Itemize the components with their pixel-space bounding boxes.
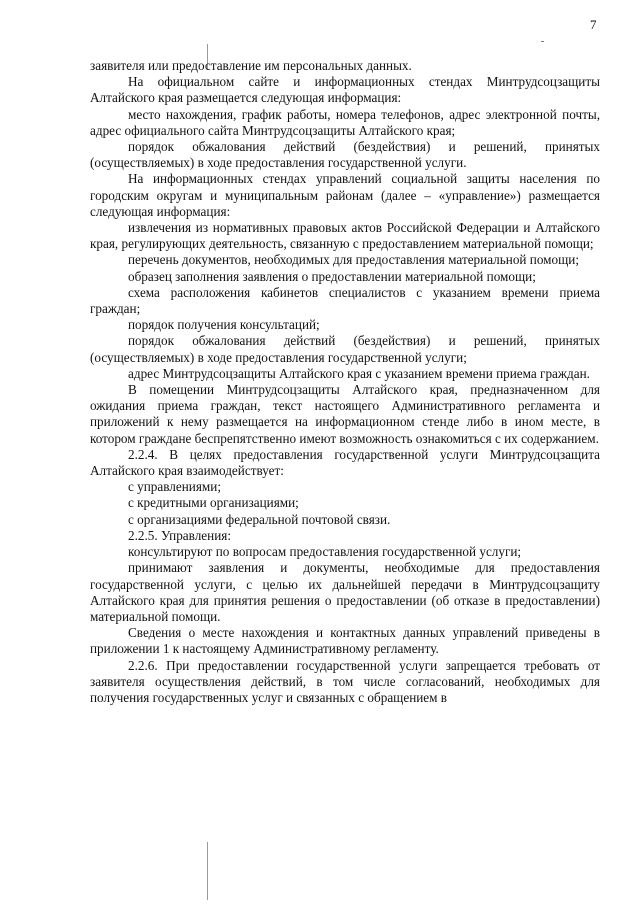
paragraph: 2.2.6. При предоставлении государственной услуги запрещается требовать от заявителя осуществления действий, в том числе согласований, необходимых для получения государственных услуг и связанных с обращением в [90,657,600,705]
fold-line-bottom [207,842,208,900]
paragraph: порядок обжалования действий (бездействия) и решений, принятых (осуществляемых) в ходе предоставления государственной услуги. [90,139,600,171]
paragraph: образец заполнения заявления о предоставлении материальной помощи; [128,268,536,284]
scan-artifact-mark [541,41,544,42]
paragraph: с кредитными организациями; [128,495,299,511]
paragraph: адрес Минтрудсоцзащиты Алтайского края с указанием времени приема граждан. [128,365,590,381]
paragraph: с управлениями; [128,479,221,495]
paragraph: 2.2.4. В целях предоставления государственной услуги Минтрудсоцзащита Алтайского края взаимодействует: [90,446,600,479]
paragraph: перечень документов, необходимых для предоставления материальной помощи; [128,252,579,268]
page-number: 7 [590,17,597,32]
paragraph: В помещении Минтрудсоцзащиты Алтайского края, предназначенном для ожидания приема граждан, текст настоящего Административного регламента и приложений к нему размещается на информационном стенде либо в ином месте, в котором граждане беспрепятственно имеют возможность ознакомиться с их содержанием. [90,382,600,446]
paragraph: место нахождения, график работы, номера телефонов, адрес электронной почты, адрес официального сайта Минтрудсоцзащиты Алтайского края; [90,106,600,138]
paragraph-continuation: заявителя или предоставление им персональных данных. [90,58,412,73]
paragraph: схема расположения кабинетов специалистов с указанием времени приема граждан; [90,284,600,317]
document-body [90,58,600,706]
paragraph: с организациями федеральной почтовой связи. [128,511,391,527]
paragraph: На информационных стендах управлений социальной защиты населения по городским округам и муниципальным районам (далее – «управление») размещается следующая информация: [90,171,600,219]
paragraph: порядок обжалования действий (бездействия) и решений, принятых (осуществляемых) в ходе предоставления государственной услуги; [90,333,600,365]
paragraph: 2.2.5. Управления: [128,527,231,543]
paragraph: принимают заявления и документы, необходимые для предоставления государственной услуги, с целью их дальнейшей передачи в Минтрудсоцзащиту Алтайского края для принятия решения о предоставлении (об отказе в предоставлении) материальной помощи. [90,560,600,624]
paragraph: извлечения из нормативных правовых актов Российской Федерации и Алтайского края, регулирующих деятельность, связанную с предоставлением материальной помощи; [90,220,600,252]
paragraph: порядок получения консультаций; [128,317,320,333]
paragraph: консультируют по вопросам предоставления государственной услуги; [128,544,522,560]
paragraph: Сведения о месте нахождения и контактных данных управлений приведены в приложении 1 к настоящему Административному регламенту. [90,625,600,657]
paragraph: На официальном сайте и информационных стендах Минтрудсоцзащиты Алтайского края размещается следующая информация: [90,74,600,106]
